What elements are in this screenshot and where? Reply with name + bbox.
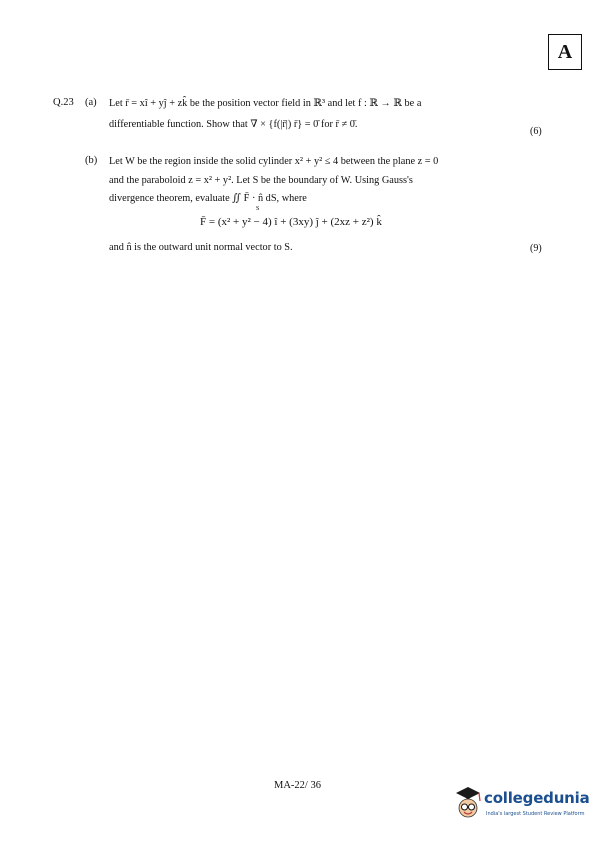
part-a-line-1: Let r̄ = xî + yĵ + zk̂ be the position vector field in ℝ³ and let f : ℝ → ℝ be a [109, 98, 422, 109]
question-set-box [548, 34, 582, 70]
part-a-line-2: differentiable function. Show that ∇̄ × {f(|r̄|) r̄} = 0̄ for r̄ ≠ 0̄. [109, 119, 358, 130]
part-b-marks: (9) [530, 243, 542, 254]
integral-subscript: S [256, 206, 260, 212]
graduate-mascot-icon [452, 783, 484, 823]
logo-wordmark: collegedunia [484, 789, 590, 807]
part-b-line-3: divergence theorem, evaluate ∬ F̄ · n̂ dS, where [109, 193, 307, 204]
question-number: Q.23 [53, 97, 74, 108]
logo-tagline: India's largest Student Review Platform [486, 811, 585, 817]
part-a-label: (a) [85, 97, 97, 108]
question-set-label: A [557, 40, 573, 63]
part-a-marks: (6) [530, 126, 542, 137]
page-footer: MA-22/ 36 [274, 780, 321, 791]
vector-field-equation: F̄ = (x² + y² − 4) î + (3xy) ĵ + (2xz + z²) k̂ [200, 216, 382, 228]
part-b-line-4: and n̂ is the outward unit normal vector to S. [109, 242, 293, 253]
part-b-label: (b) [85, 155, 98, 166]
collegedunia-logo [452, 779, 592, 827]
part-b-line-1: Let W be the region inside the solid cylinder x² + y² ≤ 4 between the plane z = 0 [109, 156, 439, 167]
part-b-line-2: and the paraboloid z = x² + y². Let S be the boundary of W. Using Gauss's [109, 175, 413, 186]
